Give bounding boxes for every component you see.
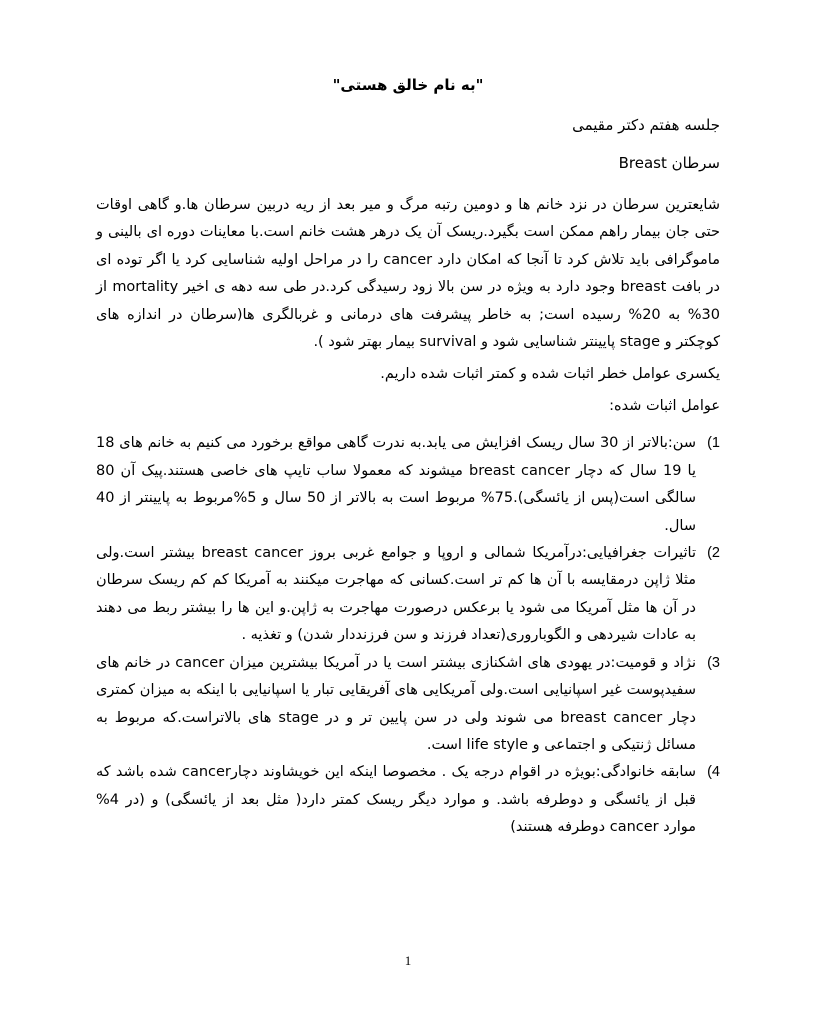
proven-factors-heading: عوامل اثبات شده: bbox=[609, 398, 720, 415]
item-number: 4) bbox=[707, 764, 720, 781]
item-text: تاثیرات جغرافیایی:درآمریکا شمالی و اروپا و جوامع غربی بروز breast cancer بیشتر است.ولی مثلا ژاپن درمقایسه با آن ها کم تر است.کسانی که مهاجرت میکنند به آمریکا کم کم ریسک سرطان در آن ها مثل آمریکا می شود یا برعکس درصورت مهاجرت به ژاپن.و این ها را بیشتر ربط می دهند به عادات شیردهی و الگوباروری(تعداد فرزند و سن فرزنددار شدن) و تغذیه . bbox=[96, 545, 696, 644]
list-item bbox=[96, 759, 720, 841]
item-text: سابقه خانوادگی:بویژه در اقوام درجه یک . مخصوصا اینکه این خویشاوند دچارcancer شده باشد که قبل از یائسگی و دوطرفه باشد. و موارد دیگر ریسک کمتر دارد( مثل بعد از یائسگی) و (در 4% موارد cancer دوطرفه هستند) bbox=[96, 764, 697, 836]
topic-heading: سرطان Breast bbox=[618, 154, 720, 172]
list-item bbox=[96, 540, 720, 650]
session-heading: جلسه هفتم دکتر مقیمی bbox=[572, 116, 720, 134]
item-number: 1) bbox=[707, 435, 720, 452]
item-number: 2) bbox=[707, 545, 720, 562]
intro-paragraph: شایعترین سرطان در نزد خانم ها و دومین رتبه مرگ و میر بعد از ریه دربین سرطان ها.و گاهی اوقات حتی جان بیمار راهم ممکن است بگیرد.ریسک آن یک درهر هشت خانم است.با معاینات دوره ای بالینی و ماموگرافی باید تلاش کرد تا آنجا که امکان دارد cancer را در مراحل اولیه شناسایی کرد یا اگر توده ای در بافت breast وجود دارد به ویژه در سن بالا زود رسیدگی کرد.در طی سه دهه ی اخیر mortality از 30% به 20% رسیده است; به خاطر پیشرفت های درمانی و غربالگری ها(سرطان در اندازه های کوچکتر و stage پایینتر شناسایی شود و survival بیمار بهتر شود ). bbox=[96, 197, 720, 351]
risk-factor-list bbox=[96, 430, 720, 841]
summary-line: یکسری عوامل خطر اثبات شده و کمتر اثبات شده داریم. bbox=[380, 366, 720, 383]
list-item bbox=[96, 650, 720, 760]
item-text: سن:بالاتر از 30 سال ریسک افزایش می یابد.به ندرت گاهی مواقع برخورد می کنیم به خانم های 18 یا 19 سال که دچار breast cancer میشوند که معمولا ساب تایپ های خاصی هستند.پیک آن 80 سالگی است(پس از یائسگی).75% مربوط است به بالاتر از 50 سال و 5%مربوط به پایینتر از 40 سال. bbox=[96, 435, 696, 534]
list-item bbox=[96, 430, 720, 540]
page-title: "به نام خالق هستی" bbox=[332, 76, 484, 94]
item-text: نژاد و قومیت:در یهودی های اشکنازی بیشتر است یا در آمریکا بیشترین میزان cancer در خانم های سفیدپوست غیر اسپانیایی است.ولی آمریکایی های آفریقایی تبار یا اسپانیایی با اینکه به میزان کمتری دچار breast cancer می شوند ولی در سن پایین تر و در stage های بالاتراست.که مربوط به مسائل ژنتیکی و اجتماعی و life style است. bbox=[96, 654, 696, 753]
page-number: 1 bbox=[404, 953, 412, 968]
item-number: 3) bbox=[707, 654, 720, 671]
